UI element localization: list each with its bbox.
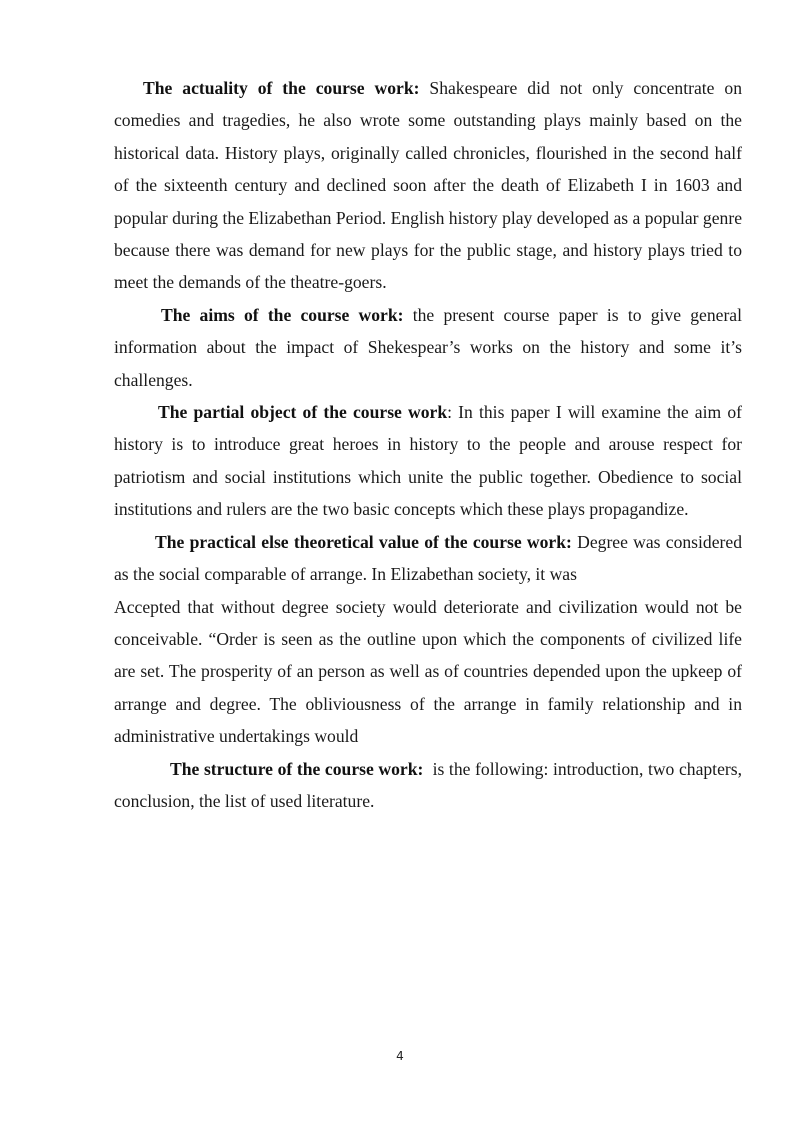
- paragraph-aims: [114, 299, 742, 396]
- paragraph-structure: [114, 753, 747, 818]
- heading-actuality: The actuality of the course work:: [143, 78, 420, 98]
- page-number: 4: [396, 1049, 404, 1063]
- paragraph-practical-value-continued: [114, 591, 742, 753]
- text-partial-object: : In this paper I will examine the aim of history is to introduce great heroes in history to the people and arouse respect for patriotism and social institutions which unite the public together. Obedience to social institutions and rulers are the two basic concepts which these plays propagandize.: [114, 402, 742, 520]
- document-page: [114, 72, 747, 817]
- heading-aims: The aims of the course work:: [161, 304, 404, 325]
- heading-structure: The structure of the course work:: [170, 758, 424, 779]
- text-structure: is the following: introduction, two chapters, conclusion, the list of used literature.: [114, 758, 747, 811]
- text-aims: the present course paper is to give general information about the impact of Shekespear’s works on the history and some it’s challenges.: [114, 304, 742, 390]
- heading-partial-object: The partial object of the course work: [158, 402, 448, 423]
- text-practical-value: Degree was considered as the social comparable of arrange. In Elizabethan society, it was: [114, 531, 742, 585]
- heading-practical-value: The practical else theoretical value of the course work:: [155, 531, 572, 552]
- text-practical-value-continued: Accepted that without degree society would deteriorate and civilization would not be conceivable. “Order is seen as the outline upon which the components of civilized life are set. The prosperity of an person as well as of countries depended upon the upkeep of arrange and degree. The obliviousness of the arrange in family relationship and in administrative undertakings would: [114, 596, 742, 747]
- paragraph-partial-object: [114, 396, 742, 526]
- paragraph-actuality: [114, 72, 742, 299]
- paragraph-practical-value: [114, 526, 742, 591]
- text-actuality: Shakespeare did not only concentrate on comedies and tragedies, he also wrote some outstanding plays mainly based on the historical data. History plays, originally called chronicles, flourished in the second half of the sixteenth century and declined soon after the death of Elizabeth I in 1603 and popular during the Elizabethan Period. English history play developed as a popular genre because there was demand for new plays for the public stage, and history plays tried to meet the demands of the theatre-goers.: [114, 78, 742, 293]
